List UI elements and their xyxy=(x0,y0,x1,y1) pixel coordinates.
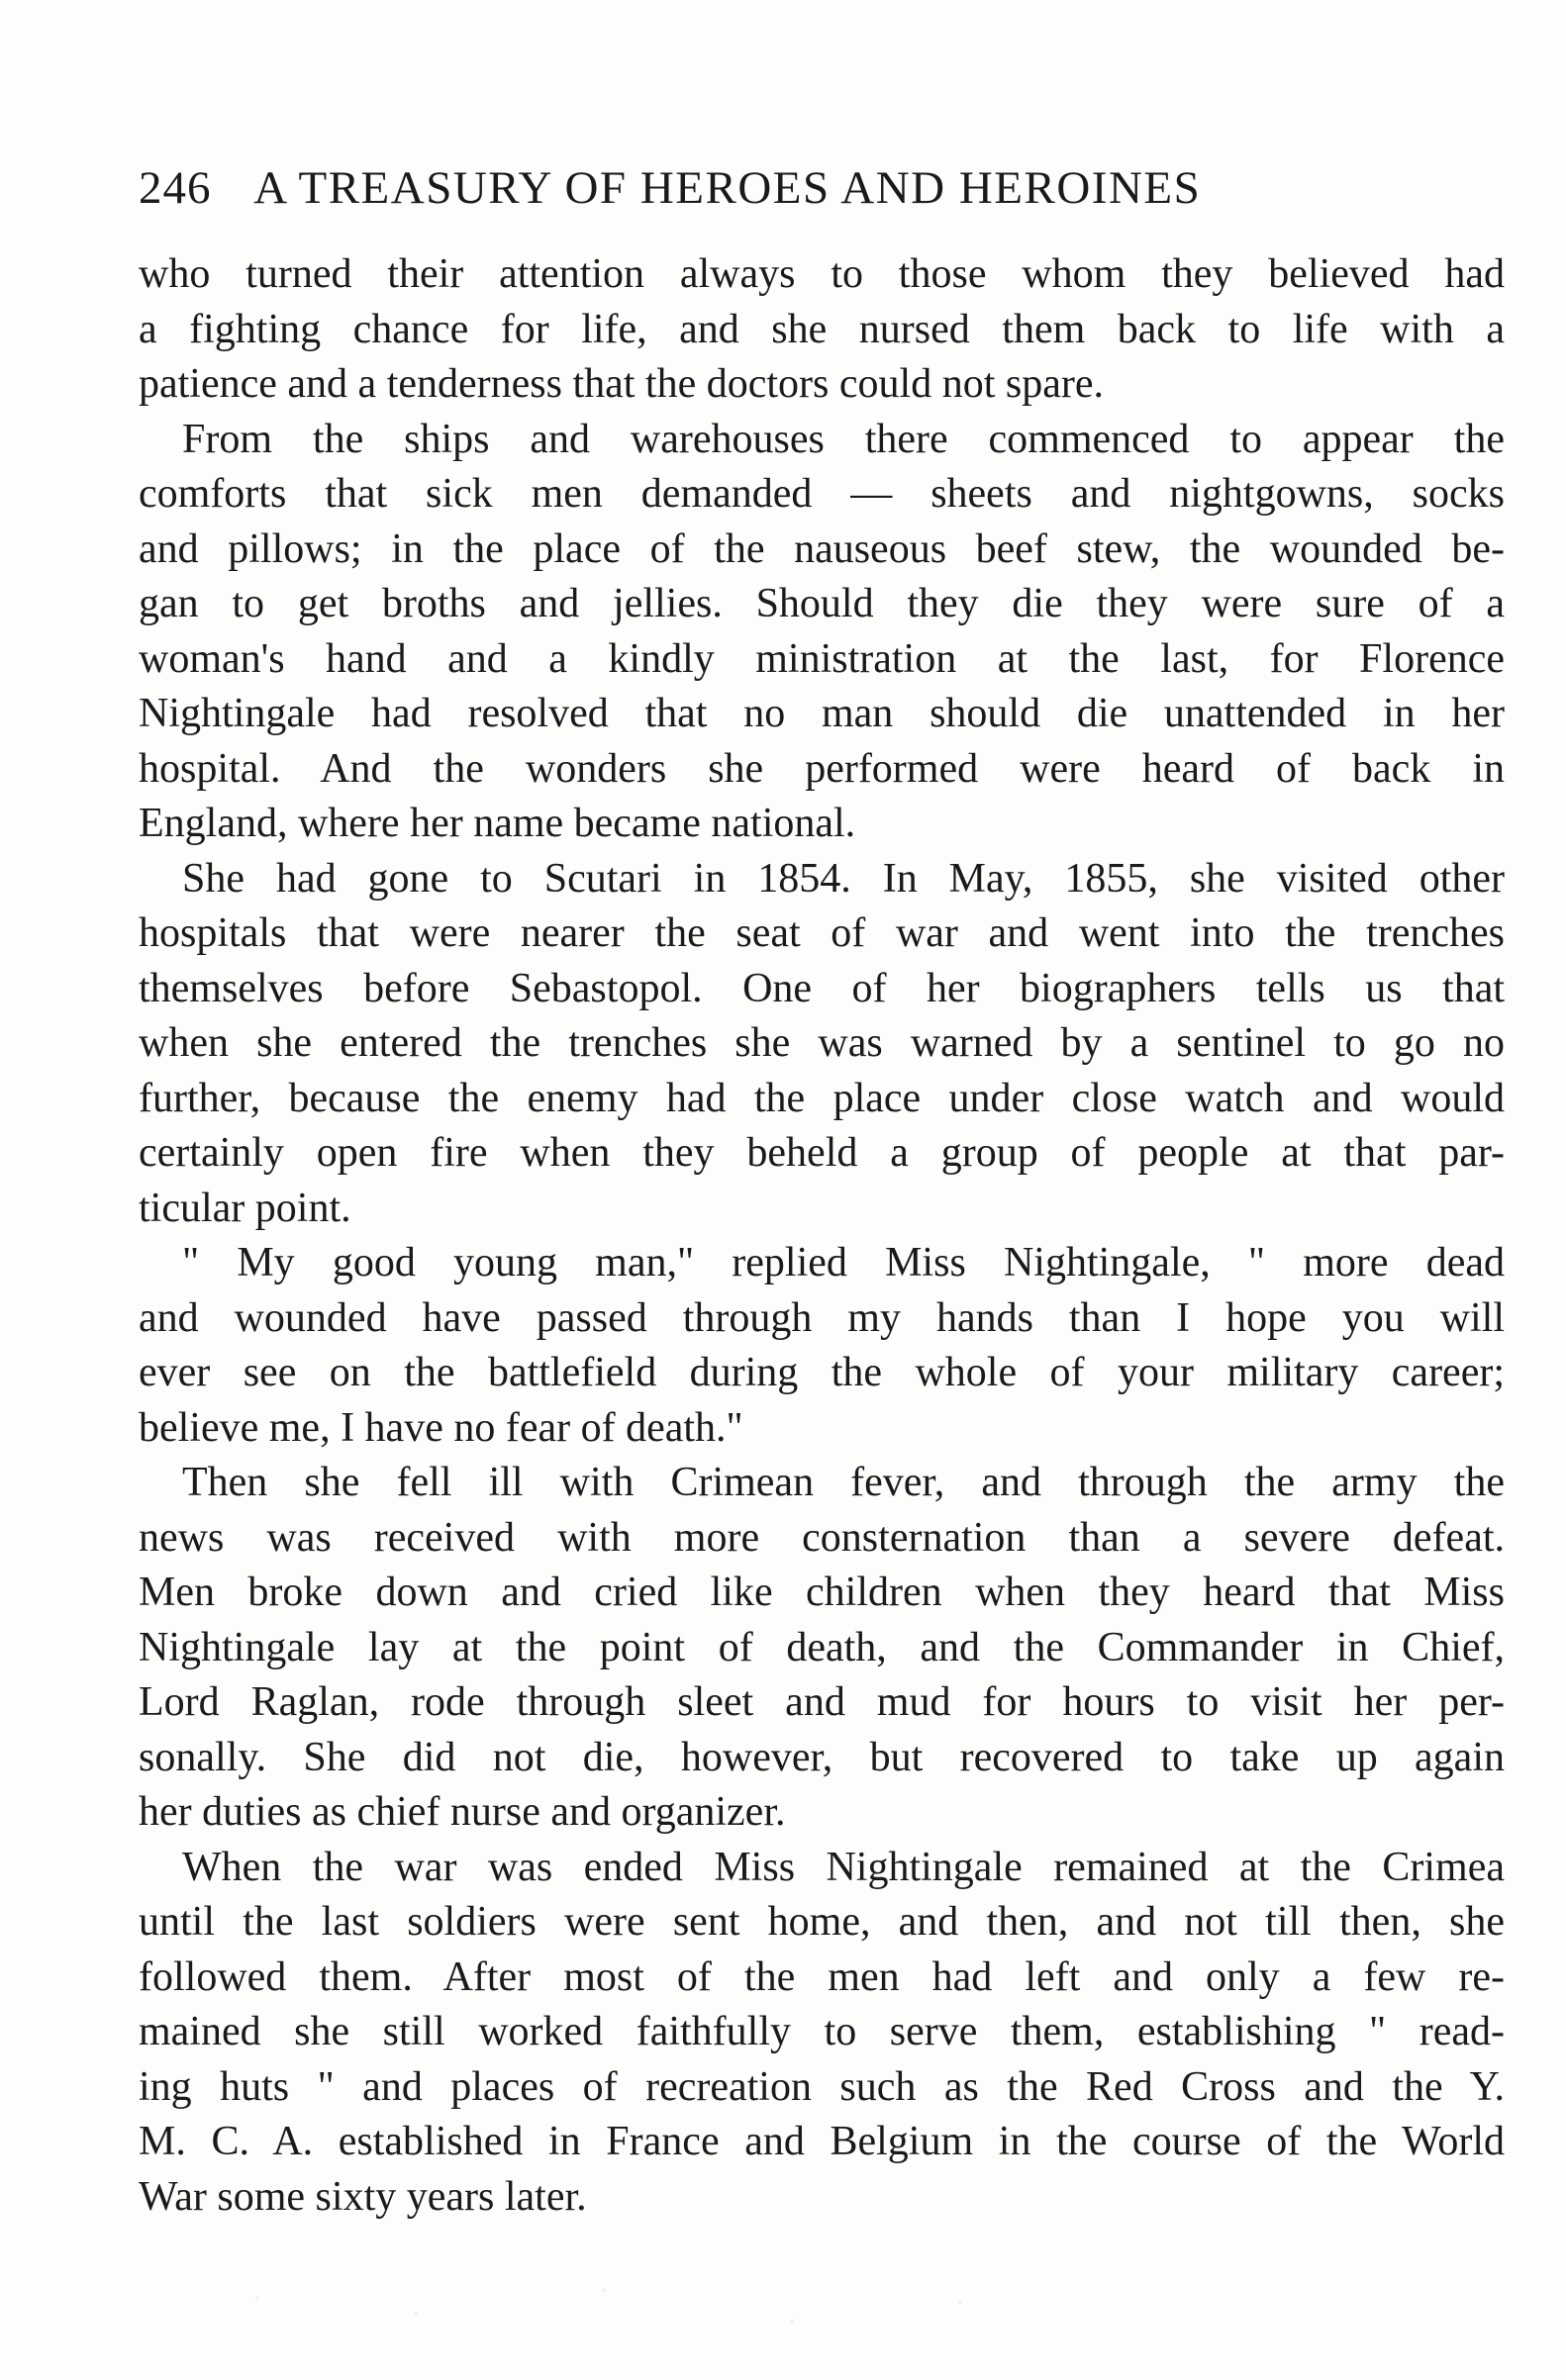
running-header xyxy=(139,158,1505,218)
text-line: mained she still worked faithfully to serve them, establishing " read- xyxy=(139,2009,1505,2054)
text-line: Then she fell ill with Crimean fever, and through the army the xyxy=(182,1460,1505,1505)
text-line: until the last soldiers were sent home, and then, and not till then, she xyxy=(139,1899,1505,1945)
text-line: and pillows; in the place of the nauseous beef stew, the wounded be- xyxy=(139,525,1505,572)
text-line: ing huts " and places of recreation such as the Red Cross and the Y. xyxy=(139,2063,1505,2110)
text-line: " My good young man," replied Miss Nightingale, " more dead xyxy=(182,1240,1505,1285)
text-line: ever see on the battlefield during the whole of your military career; xyxy=(139,1350,1505,1395)
text-line: ticular point. xyxy=(139,1185,351,1231)
text-line: Nightingale had resolved that no man should die unattended in her xyxy=(139,691,1505,736)
text-line: Lord Raglan, rode through sleet and mud for hours to visit her per- xyxy=(139,1679,1505,1725)
text-line: believe me, I have no fear of death." xyxy=(139,1404,743,1451)
text-line: hospital. And the wonders she performed were heard of back in xyxy=(139,745,1505,792)
text-line: hospitals that were nearer the seat of war and went into the trenches xyxy=(139,910,1505,956)
text-line: Men broke down and cried like children when they heard that Miss xyxy=(139,1570,1505,1615)
text-line: further, because the enemy had the place under close watch and would xyxy=(139,1075,1505,1121)
page-number: 246 xyxy=(139,162,212,214)
running-title: A TREASURY OF HEROES AND HEROINES xyxy=(253,162,1202,214)
text-line: followed them. After most of the men had left and only a few re- xyxy=(139,1953,1505,2000)
text-line: sonally. She did not die, however, but recovered to take up again xyxy=(139,1734,1505,1780)
text-line: M. C. A. established in France and Belgium in the course of the World xyxy=(139,2119,1505,2164)
text-line: Nightingale lay at the point of death, and the Commander in Chief, xyxy=(139,1624,1505,1670)
text-line: From the ships and warehouses there commenced to appear the xyxy=(182,416,1505,462)
text-line: who turned their attention always to those whom they believed had xyxy=(139,251,1505,297)
text-line: certainly open fire when they beheld a group of people at that par- xyxy=(139,1130,1505,1176)
text-line: She had gone to Scutari in 1854. In May, 1855, she visited other xyxy=(182,855,1505,902)
print-speckle-decoration xyxy=(139,2266,1128,2345)
body-text xyxy=(139,247,1505,2225)
text-line: themselves before Sebastopol. One of her biographers tells us that xyxy=(139,965,1505,1011)
text-line: patience and a tenderness that the doctors could not spare. xyxy=(139,361,1104,407)
text-line: comforts that sick men demanded — sheets and nightgowns, socks xyxy=(139,471,1505,517)
text-line: gan to get broths and jellies. Should they die they were sure of a xyxy=(139,581,1505,626)
text-line: news was received with more consternation than a severe defeat. xyxy=(139,1514,1505,1561)
text-line: a fighting chance for life, and she nursed them back to life with a xyxy=(139,306,1505,352)
text-line: her duties as chief nurse and organizer. xyxy=(139,1789,786,1835)
text-line: when she entered the trenches she was warned by a sentinel to go no xyxy=(139,1020,1505,1066)
text-line: and wounded have passed through my hands than I hope you will xyxy=(139,1294,1505,1341)
text-line: woman's hand and a kindly ministration at the last, for Florence xyxy=(139,635,1505,682)
text-line: When the war was ended Miss Nightingale remained at the Crimea xyxy=(182,1844,1505,1890)
text-line: England, where her name became national. xyxy=(139,801,856,846)
text-line: War some sixty years later. xyxy=(139,2173,587,2220)
